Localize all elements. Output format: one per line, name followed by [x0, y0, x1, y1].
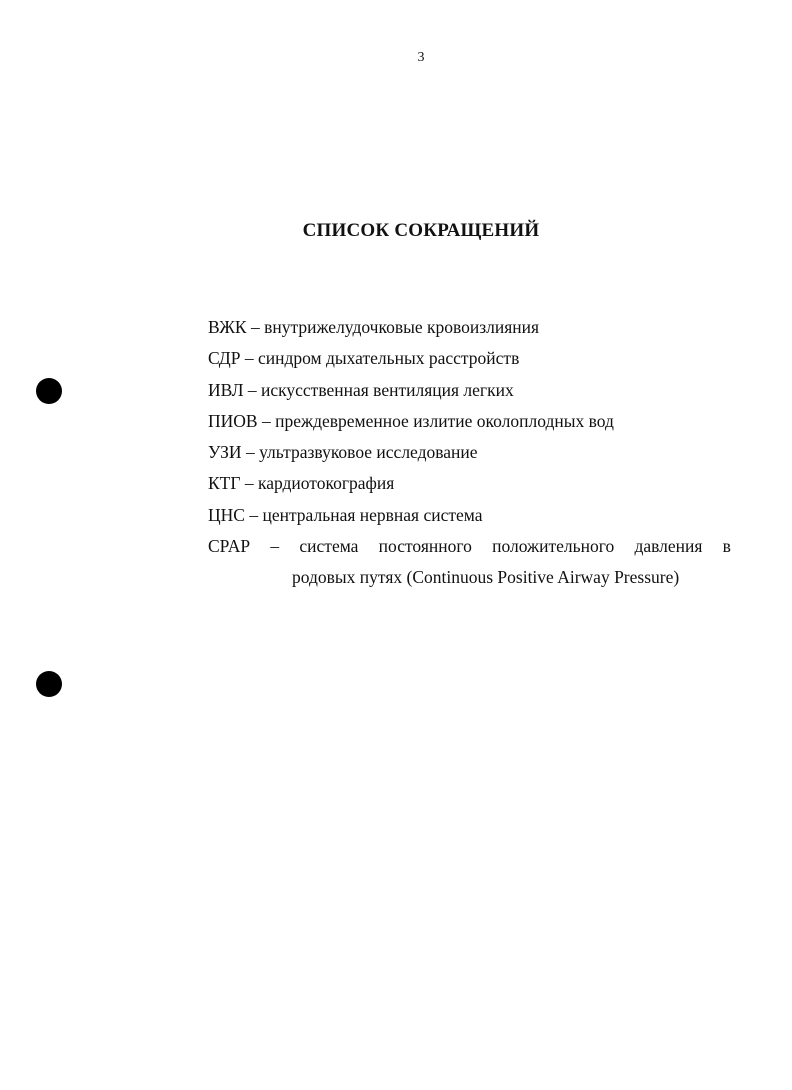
cpap-word: в: [722, 536, 731, 557]
abbreviation-term: СДР: [208, 348, 241, 369]
page-number: 3: [417, 50, 425, 65]
cpap-word: система: [299, 536, 359, 557]
cpap-continuation: родовых путях (Continuous Positive Airway Pressure): [292, 567, 680, 588]
abbreviation-definition: ультразвуковое исследование: [259, 442, 478, 463]
abbreviation-term: ЦНС: [208, 504, 245, 525]
abbreviation-definition: центральная нервная система: [262, 504, 483, 525]
abbreviation-item: [208, 469, 731, 500]
abbreviation-item: [208, 501, 731, 532]
dash: –: [270, 536, 280, 557]
abbreviation-definition: синдром дыхательных расстройств: [257, 348, 520, 369]
cpap-word: положительного: [492, 536, 615, 557]
abbreviation-term: ПИОВ: [208, 410, 258, 431]
abbreviation-item: [208, 313, 731, 344]
abbreviation-definition: преждевременное излитие околоплодных вод: [275, 410, 614, 431]
abbreviation-item: [208, 344, 731, 375]
abbreviation-term: УЗИ: [208, 442, 242, 463]
dash: –: [245, 442, 255, 463]
abbreviation-item: [208, 407, 731, 438]
abbreviation-term: CPAP: [208, 536, 251, 557]
dash: –: [250, 317, 260, 337]
abbreviation-definition: кардиотокография: [257, 473, 395, 494]
dash: –: [244, 348, 254, 369]
abbreviation-item: [208, 376, 731, 407]
abbreviation-item: [208, 438, 731, 469]
dash: –: [249, 504, 259, 525]
abbreviation-item-cpap: [208, 532, 731, 591]
punch-hole-mark: [36, 378, 62, 404]
abbreviation-definition: внутрижелудочковые кровоизлияния: [264, 317, 540, 337]
dash: –: [244, 473, 254, 494]
page-title: СПИСОК СОКРАЩЕНИЙ: [302, 220, 540, 241]
punch-hole-mark: [36, 671, 62, 697]
abbreviation-term: ВЖК: [208, 317, 247, 337]
cpap-word: давления: [634, 536, 703, 557]
dash: –: [247, 379, 257, 400]
abbreviation-list: [208, 313, 731, 591]
abbreviation-term: КТГ: [208, 473, 241, 494]
dash: –: [261, 410, 271, 431]
abbreviation-term: ИВЛ: [208, 379, 244, 400]
cpap-word: постоянного: [378, 536, 472, 557]
cpap-first-line: [208, 532, 731, 563]
abbreviation-definition: искусственная вентиляция легких: [261, 379, 514, 400]
